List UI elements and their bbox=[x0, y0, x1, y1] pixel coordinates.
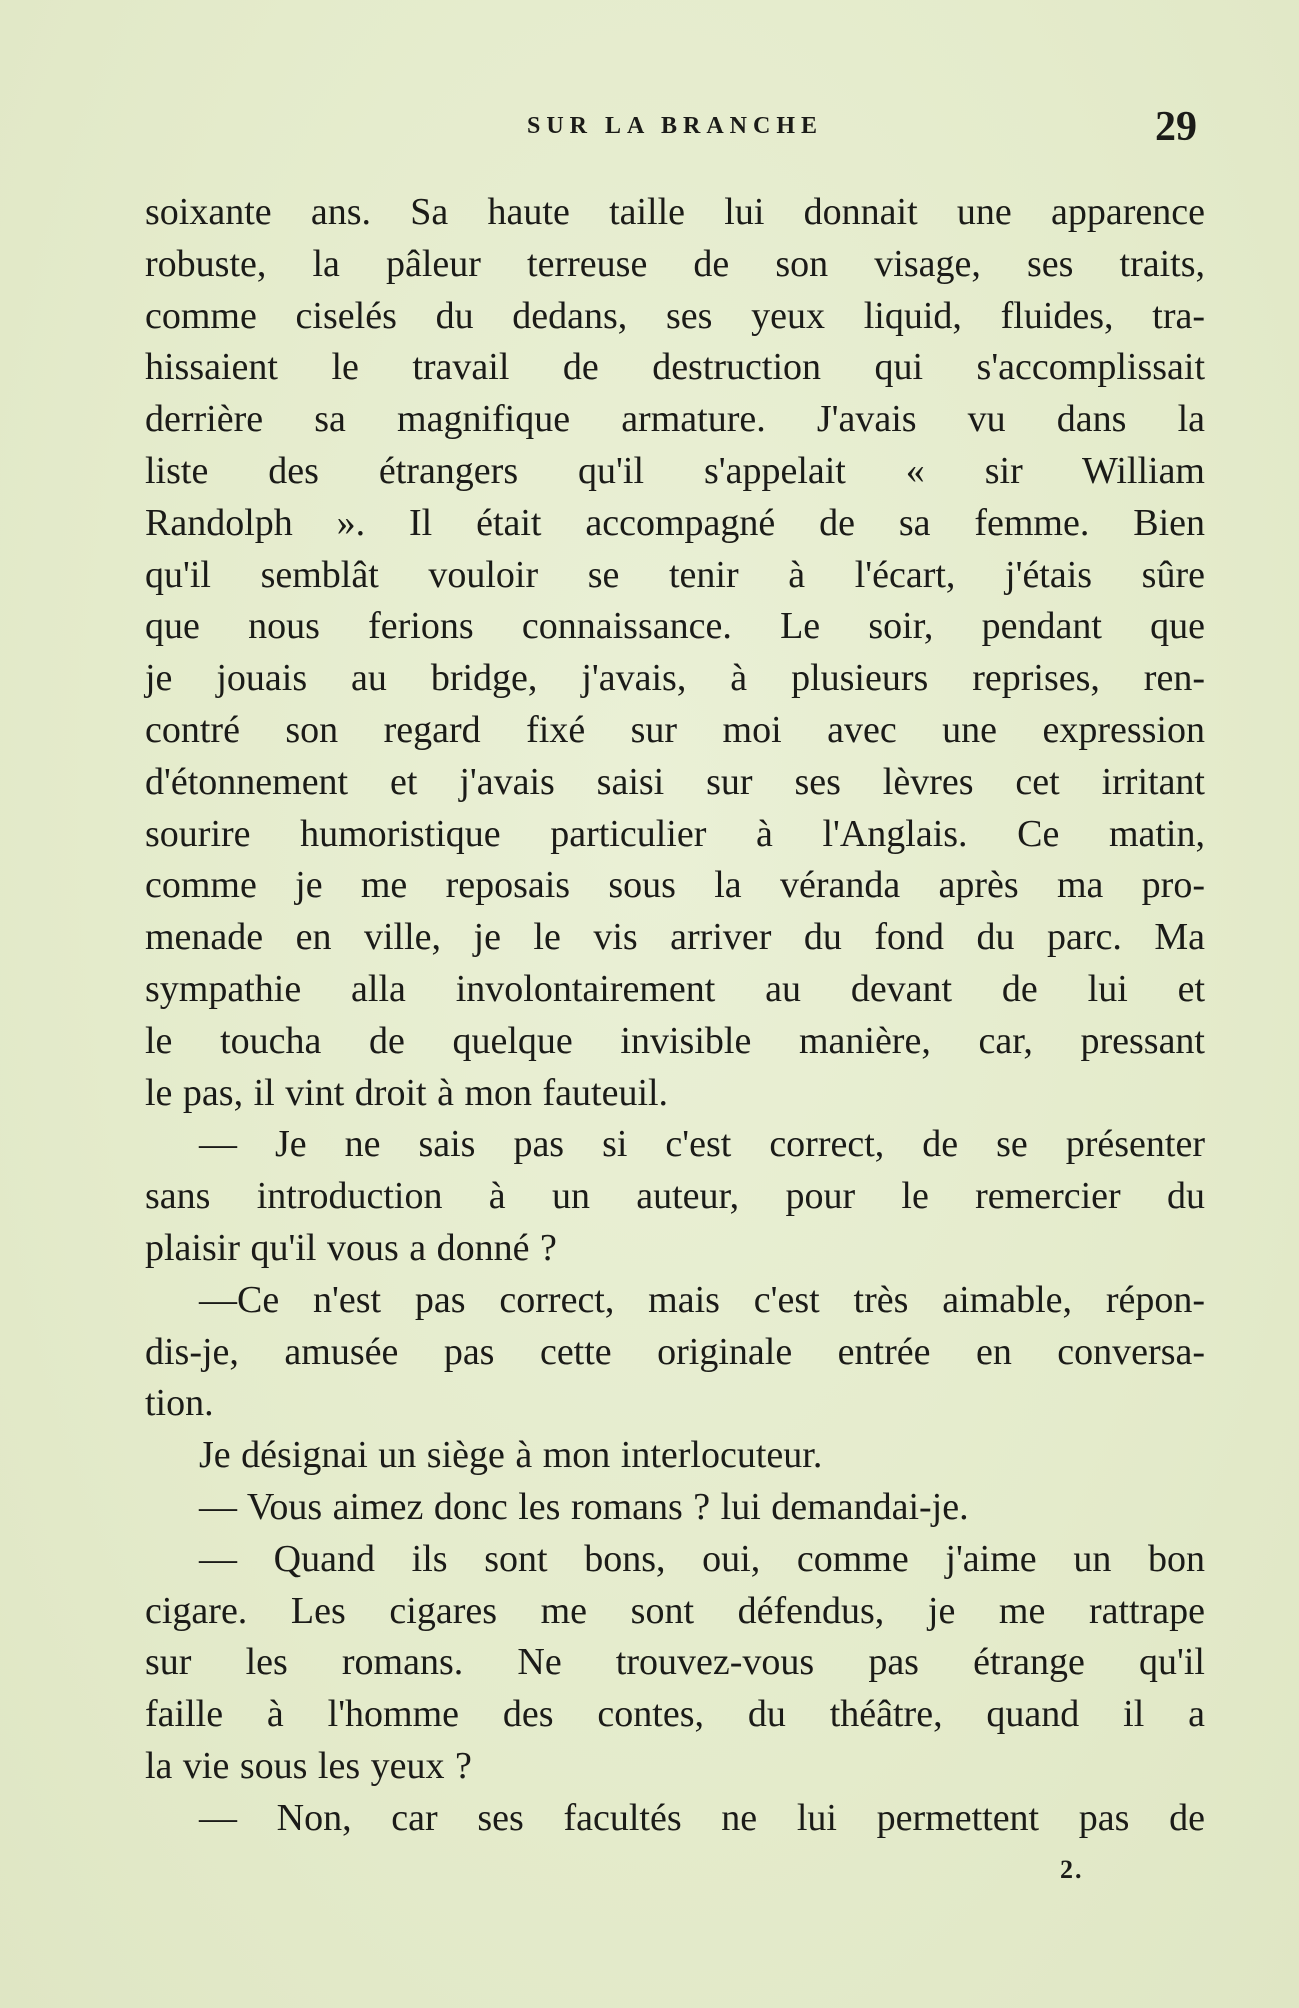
text-line: sourire humoristique particulier à l'Anglais. Ce matin, bbox=[145, 812, 1205, 855]
text-line: soixante ans. Sa haute taille lui donnait une apparence bbox=[145, 191, 1205, 233]
text-line: dis-je, amusée pas cette originale entrée en conversa- bbox=[145, 1330, 1205, 1373]
text-line: contré son regard fixé sur moi avec une expression bbox=[145, 708, 1205, 751]
text-line: liste des étrangers qu'il s'appelait « sir William bbox=[145, 449, 1205, 492]
text-line: —Ce n'est pas correct, mais c'est très aimable, répon- bbox=[199, 1278, 1205, 1321]
text-line: que nous ferions connaissance. Le soir, pendant que bbox=[145, 605, 1205, 648]
text-line: d'étonnement et j'avais saisi sur ses lèvres cet irritant bbox=[145, 760, 1205, 803]
text-line: tion. bbox=[145, 1382, 214, 1425]
text-line: — Quand ils sont bons, oui, comme j'aime un bon bbox=[199, 1537, 1205, 1580]
signature-mark: 2. bbox=[1060, 1855, 1084, 1884]
text-line: qu'il semblât vouloir se tenir à l'écart, j'étais sûre bbox=[145, 553, 1205, 596]
text-line: — Non, car ses facultés ne lui permettent pas de bbox=[199, 1796, 1205, 1839]
text-line: hissaient le travail de destruction qui s'accomplissait bbox=[145, 346, 1205, 389]
text-line: derrière sa magnifique armature. J'avais vu dans la bbox=[145, 398, 1205, 441]
text-line: menade en ville, je le vis arriver du fond du parc. Ma bbox=[145, 916, 1205, 959]
text-line: le pas, il vint droit à mon fauteuil. bbox=[145, 1071, 669, 1114]
page-number: 29 bbox=[1155, 104, 1197, 150]
text-line: comme ciselés du dedans, ses yeux liquid, fluides, tra- bbox=[145, 294, 1205, 337]
text-line: — Vous aimez donc les romans ? lui demandai-je. bbox=[199, 1485, 969, 1528]
text-line: le toucha de quelque invisible manière, car, pressant bbox=[145, 1019, 1205, 1062]
text-line: sympathie alla involontairement au devant de lui et bbox=[145, 967, 1205, 1010]
text-line: Je désignai un siège à mon interlocuteur. bbox=[199, 1434, 823, 1477]
running-title: SUR LA BRANCHE bbox=[526, 113, 824, 139]
text-line: je jouais au bridge, j'avais, à plusieurs reprises, ren- bbox=[145, 657, 1205, 700]
text-line: sans introduction à un auteur, pour le remercier du bbox=[145, 1175, 1205, 1218]
text-line: plaisir qu'il vous a donné ? bbox=[145, 1226, 557, 1269]
text-line: Randolph ». Il était accompagné de sa femme. Bien bbox=[145, 501, 1205, 544]
text-line: cigare. Les cigares me sont défendus, je me rattrape bbox=[145, 1589, 1205, 1632]
text-line: — Je ne sais pas si c'est correct, de se présenter bbox=[199, 1123, 1205, 1166]
text-line: comme je me reposais sous la véranda après ma pro- bbox=[145, 864, 1205, 907]
text-line: robuste, la pâleur terreuse de son visage, ses traits, bbox=[145, 242, 1205, 285]
text-line: la vie sous les yeux ? bbox=[145, 1744, 472, 1787]
text-line: faille à l'homme des contes, du théâtre, quand il a bbox=[145, 1693, 1205, 1736]
body-text bbox=[145, 187, 1205, 1845]
text-line: sur les romans. Ne trouvez-vous pas étrange qu'il bbox=[145, 1641, 1205, 1684]
page-header bbox=[145, 103, 1205, 163]
